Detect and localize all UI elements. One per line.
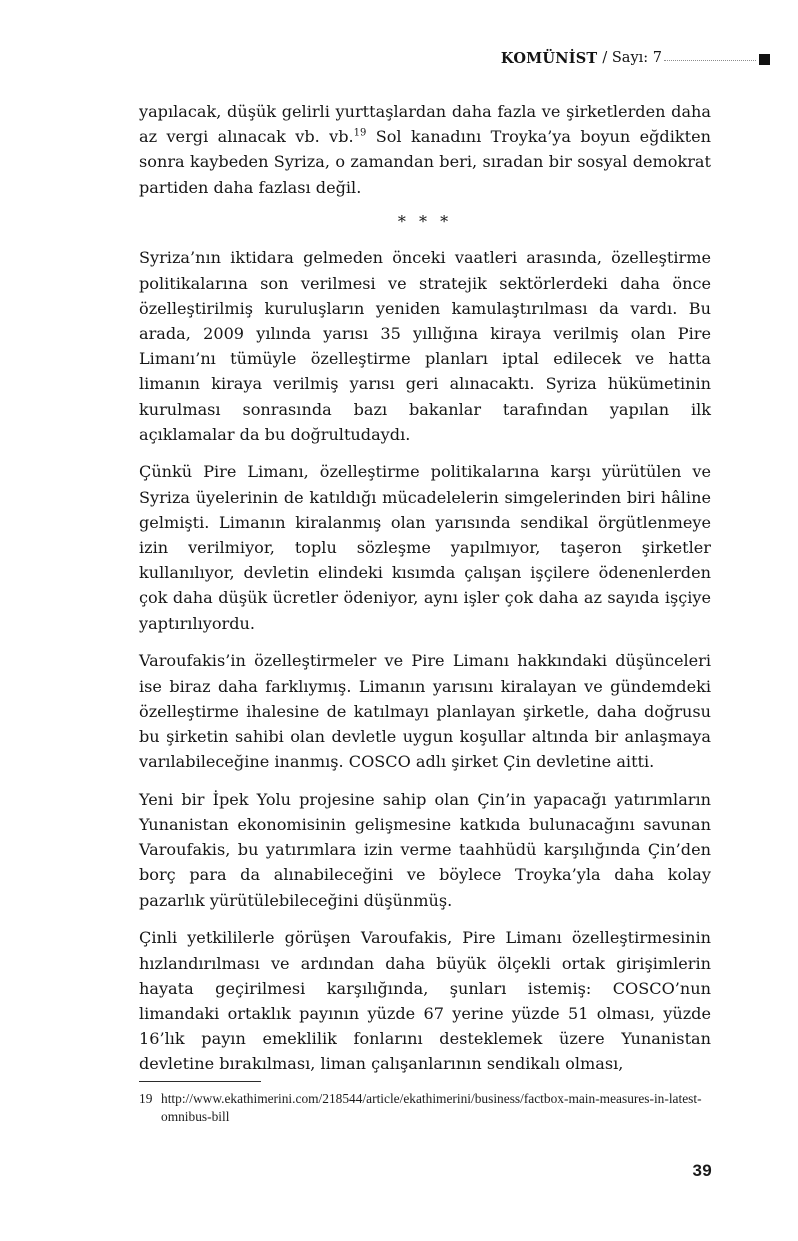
footnote-number: 19 xyxy=(139,1091,153,1106)
paragraph-6: Çinli yetkililerle görüşen Varoufakis, Pire Limanı özelleştirmesinin hızlandırılması ve ardından daha büyük ölçekli ortak girişimlerin hayata geçirilmesi karşılığında, şunları istemiş: COSCO’nun limandaki ortaklık payının yüzde 67 yerine yüzde 51 olması, yüzde 16’lık payın emeklilik fonlarını desteklemek üzere Yunanistan devletine bırakılması, liman çalışanlarının sendikalı olması, xyxy=(139,928,711,1074)
paragraph-5: Yeni bir İpek Yolu projesine sahip olan Çin’in yapacağı yatırımların Yunanistan ekonomisinin gelişmesine katkıda bulunacağını savunan Varoufakis, bu yatırımlara izin verme taahhüdü karşılığında Çin’den borç para da alınabileceğini ve böylece Troyka’yla daha kolay pazarlık yürütülebileceğini düşünmüş. xyxy=(139,789,711,910)
paragraph-1-text-after-note: Sol kanadını Troyka’ya boyun eğdikten sonra kaybeden Syriza, o zamandan beri, sıradan bir sosyal demokrat partiden daha fazlası değil. xyxy=(139,127,711,197)
footnote-url[interactable]: http://www.ekathimerini.com/218544/article/ekathimerini/business/factbox-main-measures-in-latest-omnibus-bill xyxy=(161,1091,702,1125)
black-square-marker-icon xyxy=(759,54,770,65)
footnote-item xyxy=(139,1090,711,1127)
body-text-column xyxy=(139,99,711,1077)
footnote-block xyxy=(139,1081,711,1127)
header-issue-number: / Sayı: 7 xyxy=(602,50,662,66)
dotted-leader-icon xyxy=(664,51,756,65)
paragraph-1 xyxy=(139,99,711,200)
header-publication-title: KOMÜNİST xyxy=(500,49,598,67)
running-header xyxy=(139,44,770,72)
footnote-marker-19[interactable]: 19 xyxy=(353,127,367,139)
paragraph-1-text-before-note: yapılacak, düşük gelirli yurttaşlardan daha fazla ve şirketlerden daha az vergi alınacak vb. vb. xyxy=(139,102,711,147)
section-separator: * * * xyxy=(397,212,453,232)
footnote-separator-rule xyxy=(139,1081,261,1082)
paragraph-3: Çünkü Pire Limanı, özelleştirme politikalarına karşı yürütülen ve Syriza üyelerinin de katıldığı mücadelelerin simgelerinden biri hâline gelmişti. Limanın kiralanmış olan yarısında sendikal örgütlenmeye izin verilmiyor, toplu sözleşme yapılmıyor, taşeron şirketler kullanılıyor, devletin elindeki kısımda çalışan işçilere ödenenlerden çok daha düşük ücretler ödeniyor, aynı işler çok daha az sayıda işçiye yaptırılıyordu. xyxy=(139,462,711,633)
paragraph-2: Syriza’nın iktidara gelmeden önceki vaatleri arasında, özelleştirme politikalarına son verilmesi ve stratejik sektörlerdeki daha önce özelleştirilmiş kuruluşların yeniden kamulaştırılması da vardı. Bu arada, 2009 yılında yarısı 35 yıllığına kiraya verilmiş olan Pire Limanı’nı tümüyle özelleştirme planları iptal edilecek ve hatta limanın kiraya verilmiş yarısı geri alınacaktı. Syriza hükümetinin kurulması sonrasında bazı bakanlar tarafından yapılan ilk açıklamalar da bu doğrultudaydı. xyxy=(139,248,711,444)
page-number: 39 xyxy=(692,1161,712,1180)
paragraph-4: Varoufakis’in özelleştirmeler ve Pire Limanı hakkındaki düşünceleri ise biraz daha farklıymış. Limanın yarısını kiralayan ve gündemdeki özelleştirme ihalesine de katılmayı planlayan şirketle, daha doğrusu bu şirketin sahibi olan devletle uygun koşullar altında bir anlaşmaya varılabileceğine inanmış. COSCO adlı şirket Çin devletine aitti. xyxy=(139,651,711,772)
